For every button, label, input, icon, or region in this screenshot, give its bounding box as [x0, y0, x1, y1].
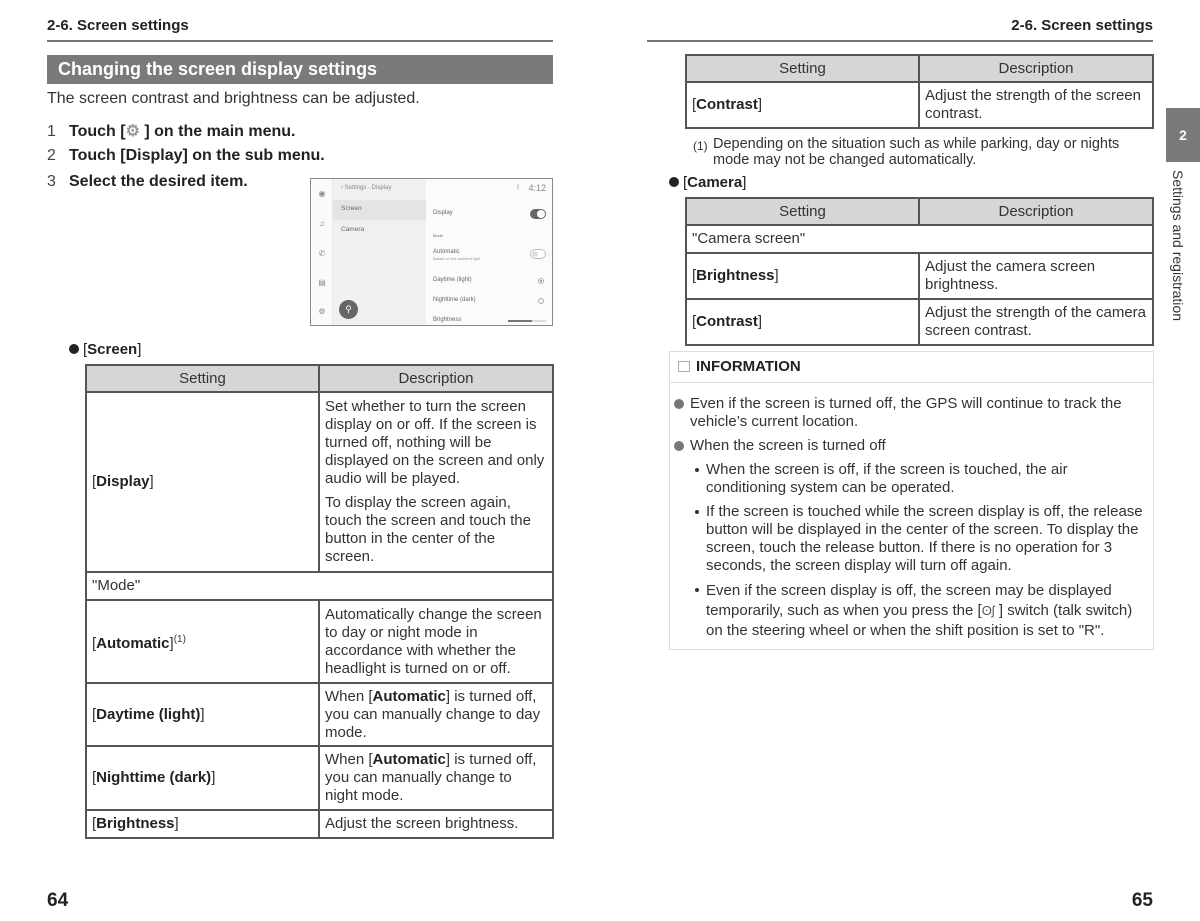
info-bullet: Even if the screen is turned off, the GPS will continue to track the vehicle’s current location. [674, 395, 1147, 431]
footnote-mark: (1) [693, 139, 708, 153]
running-head: 2-6. Screen settings [1011, 17, 1153, 34]
page-65 [600, 0, 1200, 921]
column-header-setting: Setting [86, 365, 319, 392]
table-row-nighttime [86, 746, 553, 810]
daytime-row: Daytime (light) [433, 277, 472, 283]
bullet-dot [674, 399, 684, 409]
contrast-table [685, 54, 1154, 129]
header-rule [47, 40, 553, 42]
submenu-item-screen: Screen [333, 200, 426, 220]
bullet-dot [674, 441, 684, 451]
footnote-text: Depending on the situation such as while parking, day or nights mode may not be changed automatically. [713, 136, 1120, 168]
information-box [669, 351, 1154, 650]
setting-cell: [Contrast] [686, 82, 919, 128]
header-rule [647, 40, 1153, 42]
description-cell: Adjust the strength of the screen contrast. [919, 82, 1153, 128]
bluetooth-icon: ᛒ [516, 185, 520, 191]
table-row-automatic [86, 600, 553, 683]
column-header-description: Description [919, 198, 1153, 225]
description-cell: When [Automatic] is turned off, you can manually change to night mode. [319, 746, 553, 810]
page-number: 64 [47, 890, 69, 911]
intro-text: The screen contrast and brightness can be adjusted. [47, 90, 420, 107]
table-row-camera-contrast [686, 299, 1153, 345]
description-cell: When [Automatic] is turned off, you can manually change to day mode. [319, 683, 553, 746]
phone-icon: ✆ [318, 249, 326, 258]
table-row-camera-brightness [686, 253, 1153, 299]
setting-cell: [Brightness] [686, 253, 919, 299]
search-icon: ⚲ [339, 300, 358, 319]
description-cell: Automatically change the screen to day or night mode in accordance with whether the headlight is turned on or off. [319, 600, 553, 683]
table-row-display [86, 392, 553, 572]
info-sub-bullet: Even if the screen display is off, the screen may be displayed temporarily, such as when you press the [ʘʃ ] switch (talk switch) on the steering wheel or when the shift position is set to "R". [674, 581, 1147, 641]
setting-cell: [Brightness] [86, 810, 319, 838]
bullet-dot [669, 177, 679, 187]
brightness-row: Brightness [433, 317, 462, 323]
information-icon [678, 361, 690, 372]
screen-settings-table [85, 364, 554, 839]
screenshot-clock: 4:12 [528, 183, 546, 193]
information-body [670, 383, 1153, 641]
step-number: 3 [47, 173, 56, 190]
media-icon: ◉ [318, 189, 326, 198]
column-header-setting: Setting [686, 198, 919, 225]
display-settings-screenshot [310, 178, 553, 326]
screen-subheading: [Screen] [69, 341, 141, 358]
description-cell: Adjust the screen brightness. [319, 810, 553, 838]
info-sub-bullet: If the screen is touched while the screen display is off, the release button will be displayed in the center of the screen. To display the screen, touch the release button. If there is no operation for 3 seconds, the screen display will turn off again. [674, 503, 1147, 575]
setting-cell: [Display] [86, 392, 319, 572]
music-icon: ♫ [319, 219, 325, 228]
column-header-description: Description [919, 55, 1153, 82]
talk-switch-icon: ʘʃ [981, 603, 995, 618]
screenshot-detail-panel [426, 179, 553, 325]
sub-bullet-dot [695, 588, 699, 592]
running-head: 2-6. Screen settings [47, 17, 189, 34]
brightness-slider [508, 320, 546, 322]
setting-cell: [Contrast] [686, 299, 919, 345]
setting-cell: [Nighttime (dark)] [86, 746, 319, 810]
chapter-label: Settings and registration [1170, 170, 1186, 321]
camera-subheading: [Camera] [669, 174, 746, 191]
step-2: 2 Touch [Display] on the sub menu. [47, 147, 325, 164]
step-number: 1 [47, 123, 56, 140]
table-row-mode-group [86, 572, 553, 600]
submenu-item-camera: Camera [341, 226, 365, 233]
group-cell: "Mode" [86, 572, 553, 600]
setting-cell: [Automatic]$^{(1)}$ [86, 600, 319, 683]
gear-icon: ⚙ [125, 123, 140, 140]
screenshot-breadcrumb: ‹ Settings · Display [341, 185, 392, 191]
info-bullet: When the screen is turned off [674, 437, 1147, 455]
table-row-contrast [686, 82, 1153, 128]
info-sub-bullet: When the screen is off, if the screen is touched, the air conditioning system can be operated. [674, 461, 1147, 497]
automatic-row: Automatic Based on the ambient light [433, 249, 481, 261]
group-cell: "Camera screen" [686, 225, 1153, 253]
nighttime-radio [538, 298, 544, 304]
table-row-brightness [86, 810, 553, 838]
footnote [693, 136, 1153, 168]
step-3: 3 Select the desired item. [47, 173, 248, 190]
page-number: 65 [1131, 890, 1153, 911]
table-row-daytime [86, 683, 553, 746]
chapter-tab: 2 [1166, 108, 1200, 162]
sub-bullet-dot [695, 510, 699, 514]
car-icon: ▤ [318, 278, 326, 287]
table-row-camera-group [686, 225, 1153, 253]
camera-settings-table [685, 197, 1154, 346]
daytime-radio [538, 278, 544, 284]
information-header: INFORMATION [670, 352, 1153, 383]
display-toggle [530, 209, 546, 219]
description-cell: Set whether to turn the screen display on or off. If the screen is turned off, nothing will be displayed on the screen and only audio will be played. To display the screen again, touch the screen and touch the button in the center of the screen. [319, 392, 553, 572]
settings-icon: ⚙ [318, 307, 326, 316]
column-header-description: Description [319, 365, 553, 392]
screenshot-side-rail [311, 179, 333, 325]
step-1: 1 Touch [⚙ ] on the main menu. [47, 123, 296, 140]
nighttime-row: Nighttime (dark) [433, 297, 476, 303]
mode-label: Mode [433, 233, 444, 238]
step-number: 2 [47, 147, 56, 164]
display-row: Display [433, 210, 453, 216]
bullet-dot [69, 344, 79, 354]
description-cell: Adjust the camera screen brightness. [919, 253, 1153, 299]
column-header-setting: Setting [686, 55, 919, 82]
description-cell: Adjust the strength of the camera screen contrast. [919, 299, 1153, 345]
sub-bullet-dot [695, 468, 699, 472]
automatic-toggle [530, 249, 546, 259]
section-title: Changing the screen display settings [47, 55, 553, 84]
setting-cell: [Daytime (light)] [86, 683, 319, 746]
